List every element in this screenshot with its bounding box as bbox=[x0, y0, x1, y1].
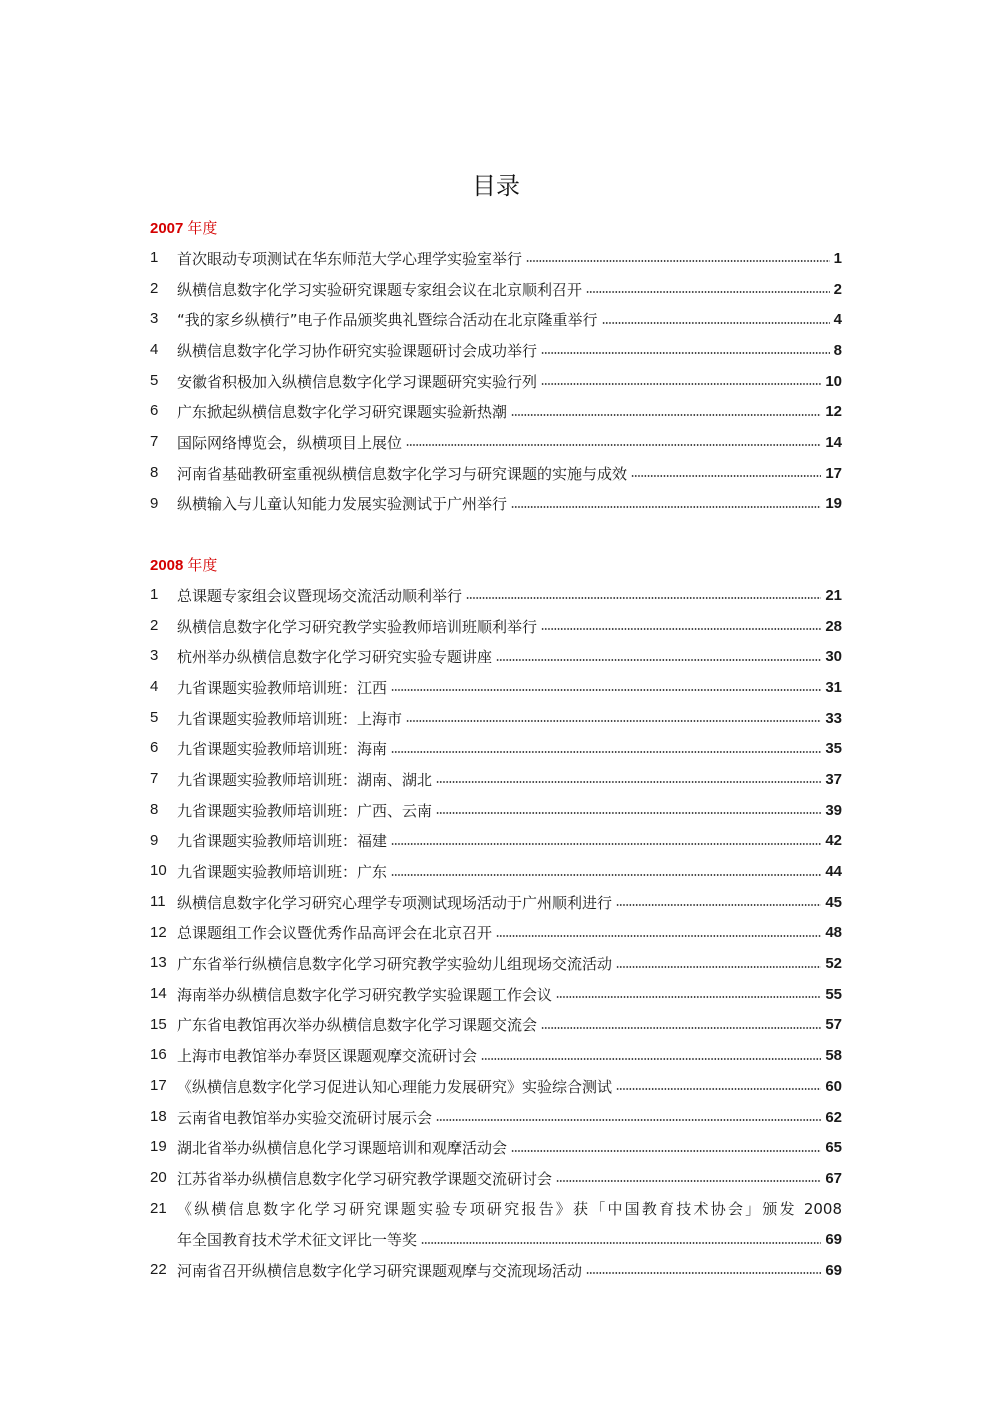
entry-number: 21 bbox=[150, 1199, 167, 1217]
toc-entry[interactable] bbox=[150, 856, 842, 887]
entry-number: 8 bbox=[150, 463, 159, 481]
entry-number: 1 bbox=[150, 249, 159, 266]
toc-entry[interactable] bbox=[150, 1255, 842, 1286]
toc-entry[interactable] bbox=[150, 1102, 842, 1133]
entry-page-number: 42 bbox=[825, 832, 842, 850]
dot-leader bbox=[511, 506, 821, 508]
entry-number: 2 bbox=[150, 616, 159, 634]
toc-entry[interactable] bbox=[150, 396, 842, 427]
toc-entry[interactable] bbox=[150, 1071, 842, 1102]
entry-line bbox=[177, 856, 842, 887]
toc-entry[interactable] bbox=[150, 489, 842, 520]
entry-title: 河南省召开纵横信息数字化学习研究课题观摩与交流现场活动 bbox=[177, 1261, 583, 1280]
dot-leader bbox=[496, 935, 821, 937]
dot-leader bbox=[631, 475, 821, 477]
entry-line bbox=[177, 243, 842, 274]
toc-entry[interactable] bbox=[150, 1040, 842, 1071]
toc-entry[interactable] bbox=[150, 1132, 842, 1163]
toc-entry[interactable] bbox=[150, 703, 842, 734]
toc-entry[interactable] bbox=[150, 1163, 842, 1194]
dot-leader bbox=[436, 812, 821, 814]
entry-page-number: 37 bbox=[825, 770, 842, 788]
entry-line bbox=[177, 1163, 842, 1194]
entry-number: 4 bbox=[150, 678, 159, 696]
entry-line bbox=[177, 580, 842, 611]
entry-page-number: 65 bbox=[825, 1139, 842, 1157]
entry-page-number: 33 bbox=[825, 709, 842, 727]
entry-number: 19 bbox=[150, 1138, 167, 1156]
entry-line bbox=[177, 1010, 842, 1041]
entry-line bbox=[177, 764, 842, 795]
toc-entry[interactable] bbox=[150, 274, 842, 305]
entry-title: 九省课题实验教师培训班：湖南、湖北 bbox=[177, 770, 433, 789]
entry-page-number: 30 bbox=[825, 648, 842, 666]
entry-number: 20 bbox=[150, 1169, 167, 1187]
dot-leader bbox=[616, 966, 821, 968]
dot-leader bbox=[586, 1272, 821, 1274]
dot-leader bbox=[436, 1119, 821, 1121]
entry-title: 九省课题实验教师培训班：福建 bbox=[177, 832, 388, 851]
toc-entry[interactable] bbox=[150, 826, 842, 857]
entry-page-number: 67 bbox=[825, 1169, 842, 1187]
dot-leader bbox=[541, 352, 830, 354]
entry-title: 纵横信息数字化学习研究教学实验教师培训班顺利举行 bbox=[177, 617, 538, 636]
dot-leader bbox=[556, 996, 821, 998]
entry-line bbox=[177, 1102, 842, 1133]
toc-list-2008 bbox=[150, 580, 842, 1286]
entry-title: 九省课题实验教师培训班：广东 bbox=[177, 863, 388, 882]
entry-page-number: 10 bbox=[825, 372, 842, 390]
toc-entry[interactable] bbox=[150, 948, 842, 979]
entry-page-number: 28 bbox=[825, 617, 842, 635]
toc-entry[interactable] bbox=[150, 979, 842, 1010]
entry-line bbox=[177, 918, 842, 949]
entry-page-number: 1 bbox=[833, 249, 842, 267]
entry-number: 9 bbox=[150, 494, 159, 512]
toc-entry[interactable] bbox=[150, 580, 842, 611]
entry-page-number: 35 bbox=[825, 740, 842, 758]
entry-page-number: 19 bbox=[825, 495, 842, 513]
toc-entry[interactable] bbox=[150, 641, 842, 672]
entry-page-number: 57 bbox=[825, 1016, 842, 1034]
entry-line bbox=[177, 672, 842, 703]
entry-line bbox=[177, 335, 842, 366]
entry-title: 云南省电教馆举办实验交流研讨展示会 bbox=[177, 1108, 433, 1127]
entry-line bbox=[177, 427, 842, 458]
dot-leader bbox=[586, 291, 830, 293]
toc-entry[interactable] bbox=[150, 335, 842, 366]
entry-line bbox=[177, 458, 842, 489]
entry-number: 6 bbox=[150, 402, 159, 420]
entry-number: 5 bbox=[150, 371, 159, 389]
dot-leader bbox=[541, 628, 821, 630]
section-year: 2007 bbox=[150, 220, 184, 237]
entry-number: 6 bbox=[150, 739, 159, 757]
entry-number: 18 bbox=[150, 1107, 167, 1125]
entry-title-line1: 《纵横信息数字化学习研究课题实验专项研究报告》获「中国教育技术协会」颁发 2008 bbox=[177, 1199, 842, 1218]
entry-page-number: 69 bbox=[825, 1261, 842, 1279]
entry-line bbox=[177, 1040, 842, 1071]
entry-page-number: 12 bbox=[825, 403, 842, 421]
entry-line bbox=[177, 641, 842, 672]
entry-title: 九省课题实验教师培训班：江西 bbox=[177, 678, 388, 697]
entry-title: 九省课题实验教师培训班：上海市 bbox=[177, 709, 403, 728]
entry-number: 10 bbox=[150, 862, 167, 880]
toc-entry[interactable] bbox=[150, 887, 842, 918]
dot-leader bbox=[511, 414, 821, 416]
entry-number: 13 bbox=[150, 954, 167, 972]
dot-leader bbox=[406, 720, 821, 722]
entry-line bbox=[177, 703, 842, 734]
entry-line bbox=[177, 733, 842, 764]
entry-line bbox=[177, 366, 842, 397]
entry-number: 9 bbox=[150, 831, 159, 849]
entry-number: 2 bbox=[150, 279, 159, 297]
entry-title: 总课题组工作会议暨优秀作品高评会在北京召开 bbox=[177, 924, 493, 943]
entry-title: 九省课题实验教师培训班：广西、云南 bbox=[177, 801, 433, 820]
toc-entry[interactable] bbox=[150, 611, 842, 642]
dot-leader bbox=[616, 904, 821, 906]
toc-entry[interactable] bbox=[150, 733, 842, 764]
entry-page-number: 60 bbox=[825, 1077, 842, 1095]
entry-title: 国际网络博览会，纵横项目上展位 bbox=[177, 433, 403, 452]
entry-line bbox=[177, 1132, 842, 1163]
entry-title: 纵横输入与儿童认知能力发展实验测试于广州举行 bbox=[177, 495, 508, 514]
section-heading-2007 bbox=[150, 216, 217, 240]
section-heading-2008 bbox=[150, 553, 217, 577]
entry-page-number: 48 bbox=[825, 924, 842, 942]
toc-entry[interactable] bbox=[150, 795, 842, 826]
entry-number: 14 bbox=[150, 984, 167, 1002]
dot-leader bbox=[511, 1150, 821, 1152]
entry-title: 纵横信息数字化学习研究心理学专项测试现场活动于广州顺利进行 bbox=[177, 893, 613, 912]
toc-entry[interactable] bbox=[150, 672, 842, 703]
dot-leader bbox=[481, 1058, 821, 1060]
entry-page-number: 55 bbox=[825, 985, 842, 1003]
entry-number: 17 bbox=[150, 1077, 167, 1094]
entry-line bbox=[177, 274, 842, 305]
toc-entry[interactable] bbox=[150, 458, 842, 489]
entry-line bbox=[177, 611, 842, 642]
entry-line bbox=[177, 1255, 842, 1286]
entry-title: 河南省基础教研室重视纵横信息数字化学习与研究课题的实施与成效 bbox=[177, 464, 628, 483]
toc-entry[interactable] bbox=[150, 918, 842, 949]
entry-title: 九省课题实验教师培训班：海南 bbox=[177, 740, 388, 759]
dot-leader bbox=[556, 1180, 821, 1182]
dot-leader bbox=[466, 597, 821, 599]
entry-page-number: 69 bbox=[825, 1231, 842, 1249]
entry-title: 湖北省举办纵横信息化学习课题培训和观摩活动会 bbox=[177, 1139, 508, 1158]
entry-number: 3 bbox=[150, 310, 159, 328]
entry-title: 江苏省举办纵横信息数字化学习研究教学课题交流研讨会 bbox=[177, 1169, 553, 1188]
dot-leader bbox=[391, 843, 821, 845]
entry-title: 首次眼动专项测试在华东师范大学心理学实验室举行 bbox=[177, 249, 523, 268]
entry-page-number: 2 bbox=[833, 280, 842, 298]
entry-page-number: 17 bbox=[825, 464, 842, 482]
toc-entry[interactable] bbox=[150, 1010, 842, 1041]
toc-entry[interactable] bbox=[150, 366, 842, 397]
dot-leader bbox=[541, 383, 821, 385]
entry-page-number: 8 bbox=[833, 341, 842, 359]
entry-page-number: 39 bbox=[825, 801, 842, 819]
entry-page-number: 45 bbox=[825, 893, 842, 911]
entry-title: 广东省举行纵横信息数字化学习研究教学实验幼儿组现场交流活动 bbox=[177, 955, 613, 974]
entry-number: 7 bbox=[150, 770, 159, 788]
entry-number: 7 bbox=[150, 433, 159, 451]
section-suffix: 年度 bbox=[187, 219, 218, 237]
entry-title: 安徽省积极加入纵横信息数字化学习课题研究实验行列 bbox=[177, 372, 538, 391]
entry-line bbox=[177, 304, 842, 335]
entry-page-number: 58 bbox=[825, 1047, 842, 1065]
entry-number: 22 bbox=[150, 1261, 167, 1279]
entry-page-number: 21 bbox=[825, 586, 842, 604]
dot-leader bbox=[541, 1027, 821, 1029]
toc-entry[interactable] bbox=[150, 427, 842, 458]
entry-number: 8 bbox=[150, 800, 159, 818]
entry-title: 海南举办纵横信息数字化学习研究教学实验课题工作会议 bbox=[177, 985, 553, 1004]
entry-page-number: 62 bbox=[825, 1108, 842, 1126]
entry-title: 《纵横信息数字化学习促进认知心理能力发展研究》实验综合测试 bbox=[177, 1077, 613, 1096]
toc-entry[interactable] bbox=[150, 243, 842, 274]
entry-title: 上海市电教馆举办奉贤区课题观摩交流研讨会 bbox=[177, 1047, 478, 1066]
entry-line bbox=[177, 1071, 842, 1102]
entry-title: 杭州举办纵横信息数字化学习研究实验专题讲座 bbox=[177, 648, 493, 667]
dot-leader bbox=[496, 659, 821, 661]
entry-title: 总课题专家组会议暨现场交流活动顺利举行 bbox=[177, 586, 463, 605]
entry-number: 11 bbox=[150, 892, 166, 910]
entry-line bbox=[177, 948, 842, 979]
entry-number: 15 bbox=[150, 1015, 167, 1033]
entry-number: 4 bbox=[150, 341, 159, 359]
entry-line bbox=[177, 396, 842, 427]
toc-entry[interactable] bbox=[150, 304, 842, 335]
entry-line bbox=[177, 1224, 842, 1255]
entry-title: 纵横信息数字化学习实验研究课题专家组会议在北京顺利召开 bbox=[177, 280, 583, 299]
dot-leader bbox=[526, 260, 830, 262]
toc-entry[interactable] bbox=[150, 764, 842, 795]
page-title: 目录 bbox=[472, 172, 520, 200]
entry-page-number: 14 bbox=[825, 433, 842, 451]
entry-page-number: 44 bbox=[825, 863, 842, 881]
entry-line bbox=[177, 489, 842, 520]
dot-leader bbox=[421, 1242, 821, 1244]
entry-page-number: 4 bbox=[833, 311, 842, 329]
section-suffix: 年度 bbox=[187, 556, 218, 574]
section-year: 2008 bbox=[150, 557, 184, 574]
entry-number: 12 bbox=[150, 923, 167, 941]
dot-leader bbox=[391, 751, 821, 753]
dot-leader bbox=[436, 781, 821, 783]
dot-leader bbox=[391, 689, 821, 691]
toc-entry[interactable] bbox=[150, 1194, 842, 1255]
entry-title: 年全国教育技术学术征文评比一等奖 bbox=[177, 1231, 418, 1250]
dot-leader bbox=[406, 444, 821, 446]
entry-line bbox=[177, 979, 842, 1010]
entry-number: 1 bbox=[150, 586, 159, 603]
entry-number: 16 bbox=[150, 1046, 167, 1064]
entry-page-number: 31 bbox=[825, 678, 842, 696]
dot-leader bbox=[391, 874, 821, 876]
entry-number: 3 bbox=[150, 647, 159, 665]
entry-line bbox=[177, 887, 842, 918]
entry-line bbox=[177, 795, 842, 826]
dot-leader bbox=[616, 1088, 821, 1090]
toc-list-2007 bbox=[150, 243, 842, 519]
entry-title: 广东掀起纵横信息数字化学习研究课题实验新热潮 bbox=[177, 403, 508, 422]
dot-leader bbox=[602, 322, 830, 324]
entry-line bbox=[177, 826, 842, 857]
entry-title: 广东省电教馆再次举办纵横信息数字化学习课题交流会 bbox=[177, 1016, 538, 1035]
entry-page-number: 52 bbox=[825, 955, 842, 973]
entry-number: 5 bbox=[150, 708, 159, 726]
entry-title: 纵横信息数字化学习协作研究实验课题研讨会成功举行 bbox=[177, 341, 538, 360]
entry-title: “我的家乡纵横行”电子作品颁奖典礼暨综合活动在北京隆重举行 bbox=[177, 311, 598, 330]
